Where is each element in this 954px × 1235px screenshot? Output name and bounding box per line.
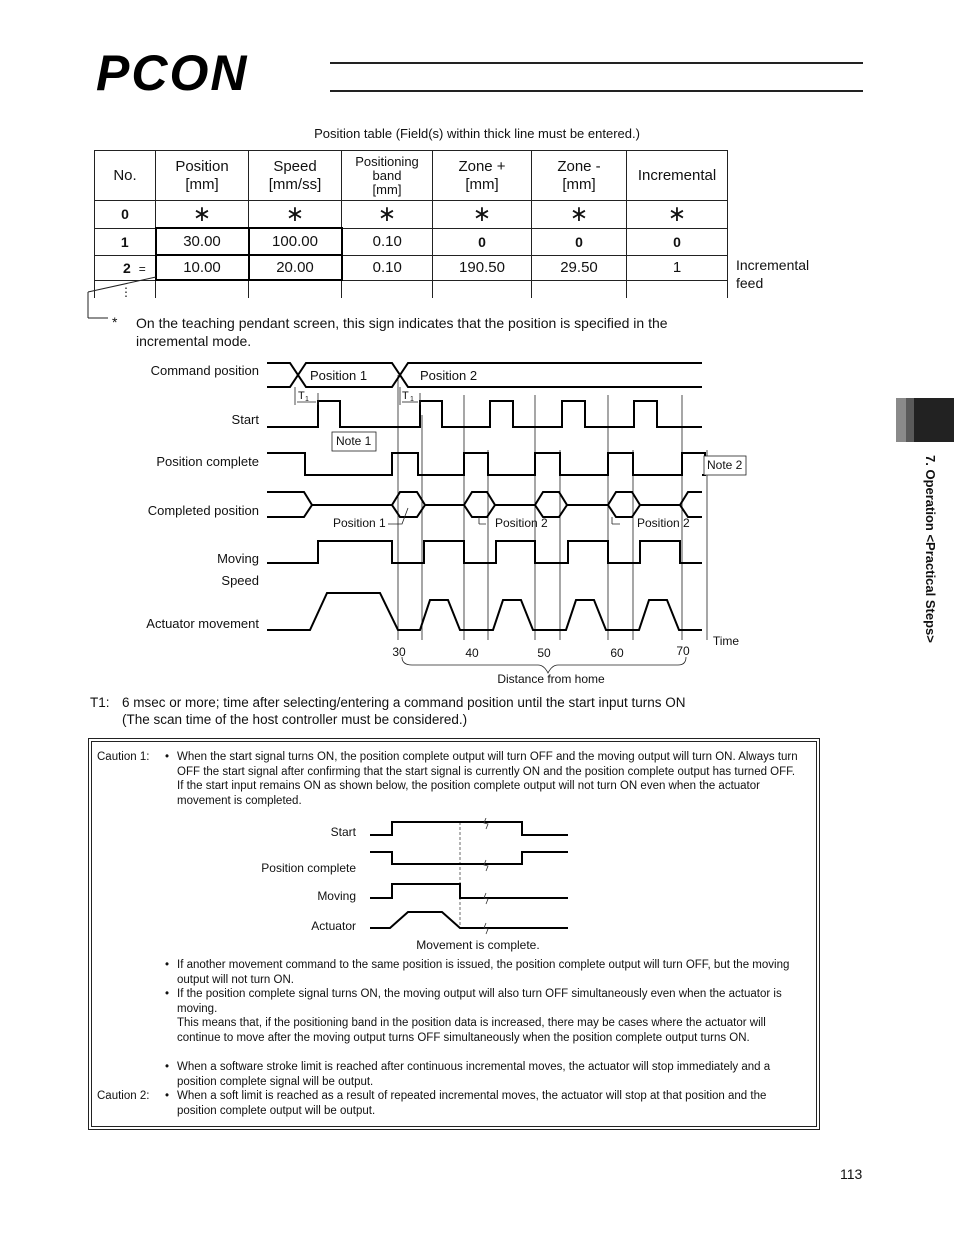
cell-band: 0.10 <box>342 255 433 280</box>
cell-zone-minus: 0 <box>532 228 627 255</box>
star-mark: * <box>112 314 118 330</box>
bullet: • <box>165 1090 170 1102</box>
cell-zone-minus: 29.50 <box>532 255 627 280</box>
page-number: 113 <box>840 1166 863 1182</box>
command-position-2: Position 2 <box>420 368 478 383</box>
header-cell-no: No. <box>95 151 156 201</box>
header-cell-position: Position [mm] <box>156 151 249 201</box>
header-cell-zone-plus: Zone + [mm] <box>433 151 532 201</box>
signal-label: Completed position <box>147 503 259 518</box>
t1-note-text: 6 msec or more; time after selecting/entering a command position until the start input turns ON <box>122 695 686 710</box>
caution-bullet-1: When the start signal turns ON, the position complete output will turn OFF and the moving output will turn ON. Always turn OFF the start signal after confirming that the start signal is currently ON and the position complete output has turned OFF. If the start input remains ON as shown below, the position complete output will not turn ON even when the actuator movement is completed. <box>177 751 798 807</box>
table-row <box>95 228 728 255</box>
t1-note-text2: (The scan time of the host controller must be considered.) <box>122 712 468 727</box>
header-rule-bottom <box>330 90 863 92</box>
cell-incremental: 1 <box>627 255 728 280</box>
bullet: • <box>165 1061 170 1073</box>
time-label: Time <box>712 634 740 648</box>
cell-band: ∗ <box>342 201 433 229</box>
mini-timing-diagram <box>250 818 580 953</box>
cell-no: 1 <box>95 228 156 255</box>
tick-label: 40 <box>465 646 479 660</box>
star-note-text: On the teaching pendant screen, this sign indicates that the position is specified in the incremental mode. <box>136 315 668 349</box>
t1-note-label: T1: <box>90 695 110 710</box>
incremental-mark: = <box>138 261 146 276</box>
tick-label: 50 <box>537 646 551 660</box>
bullet: • <box>165 959 170 971</box>
cell-zone-minus: ∗ <box>532 201 627 229</box>
cell-position: ∗ <box>156 201 249 229</box>
tick-label: 60 <box>610 646 624 660</box>
cell-speed: 20.00 <box>249 255 342 280</box>
caution-bullet-4: When a software stroke limit is reached after continuous incremental moves, the actuator will stop immediately and a position complete signal will be output. <box>177 1061 771 1088</box>
t1-sub: 1 <box>410 396 414 403</box>
cell-zone-plus: 190.50 <box>433 255 532 280</box>
table-ellipsis: ⋮ <box>120 285 132 299</box>
cell-position: 30.00 <box>156 228 249 255</box>
distance-label: Distance from home <box>497 672 605 686</box>
header-cell-zone-minus: Zone - [mm] <box>532 151 627 201</box>
signal-label: Start <box>231 412 259 427</box>
cell-speed: 100.00 <box>249 228 342 255</box>
cell-incremental: 0 <box>627 228 728 255</box>
table-caption: Position table (Field(s) within thick line must be entered.) <box>314 126 640 141</box>
position-table <box>94 150 728 298</box>
caution-1-label: Caution 1: <box>97 751 150 763</box>
chapter-tab <box>896 398 954 442</box>
note-1: Note 1 <box>336 434 372 448</box>
mini-label: Start <box>330 825 356 839</box>
timing-chart <box>130 355 770 690</box>
signal-label: Moving <box>217 551 259 566</box>
tick-label: 70 <box>676 644 690 658</box>
table-row <box>95 255 728 280</box>
cell-zone-plus: ∗ <box>433 201 532 229</box>
table-row-empty <box>95 280 728 298</box>
cell-incremental: ∗ <box>627 201 728 229</box>
completed-position-label: Position 2 <box>495 516 548 530</box>
header-cell-incremental: Incremental <box>627 151 728 201</box>
t1-label: T <box>298 390 305 402</box>
command-position-1: Position 1 <box>310 368 368 383</box>
signal-label: Command position <box>150 363 259 378</box>
chapter-label: 7. Operation <Practical Steps> <box>923 455 938 643</box>
bullet: • <box>165 988 170 1000</box>
caution-2-label: Caution 2: <box>97 1090 150 1102</box>
caution-bullet-3: If the position complete signal turns ON, the moving output will also turn OFF simultaneously even when the actuator is moving. This means that, if the positioning band in the position data is increased, there may be cases where the actuator will continue to move after the moving output turns OFF simultaneously when the position complete output turns ON. <box>177 988 782 1044</box>
t1-sub: 1 <box>305 396 309 403</box>
header-cell-positioning-band: Positioning band [mm] <box>342 151 433 201</box>
mini-label: Position complete <box>261 861 356 875</box>
mini-label: Moving <box>317 889 356 903</box>
bullet: • <box>165 751 170 763</box>
cell-zone-plus: 0 <box>433 228 532 255</box>
header-cell-speed: Speed [mm/ss] <box>249 151 342 201</box>
cell-band: 0.10 <box>342 228 433 255</box>
completed-position-label: Position 1 <box>333 516 386 530</box>
mini-label: Actuator <box>311 919 356 933</box>
cell-no: 2 = <box>95 255 156 280</box>
signal-label: Position complete <box>156 454 259 469</box>
t1-label: T <box>402 390 409 402</box>
caution-bullet-5: When a soft limit is reached as a result of repeated incremental moves, the actuator will stop at that position and the position complete output will be output. <box>177 1090 767 1117</box>
tick-label: 30 <box>392 645 406 659</box>
signal-label: Actuator movement <box>146 616 259 631</box>
caution-bullet-2: If another movement command to the same position is issued, the position complete output will turn OFF, but the moving output will not turn ON. <box>177 959 790 986</box>
cell-position: 10.00 <box>156 255 249 280</box>
table-header-row <box>95 151 728 201</box>
pcon-logo: PCON <box>96 45 249 101</box>
cell-no: 0 <box>95 201 156 229</box>
incremental-feed-label: Incremental feed <box>736 257 810 291</box>
header-rule-top <box>330 62 863 64</box>
cell-speed: ∗ <box>249 201 342 229</box>
note-2: Note 2 <box>707 458 743 472</box>
table-row <box>95 201 728 229</box>
mini-caption: Movement is complete. <box>416 938 540 952</box>
signal-label: Speed <box>221 573 259 588</box>
completed-position-label: Position 2 <box>637 516 690 530</box>
